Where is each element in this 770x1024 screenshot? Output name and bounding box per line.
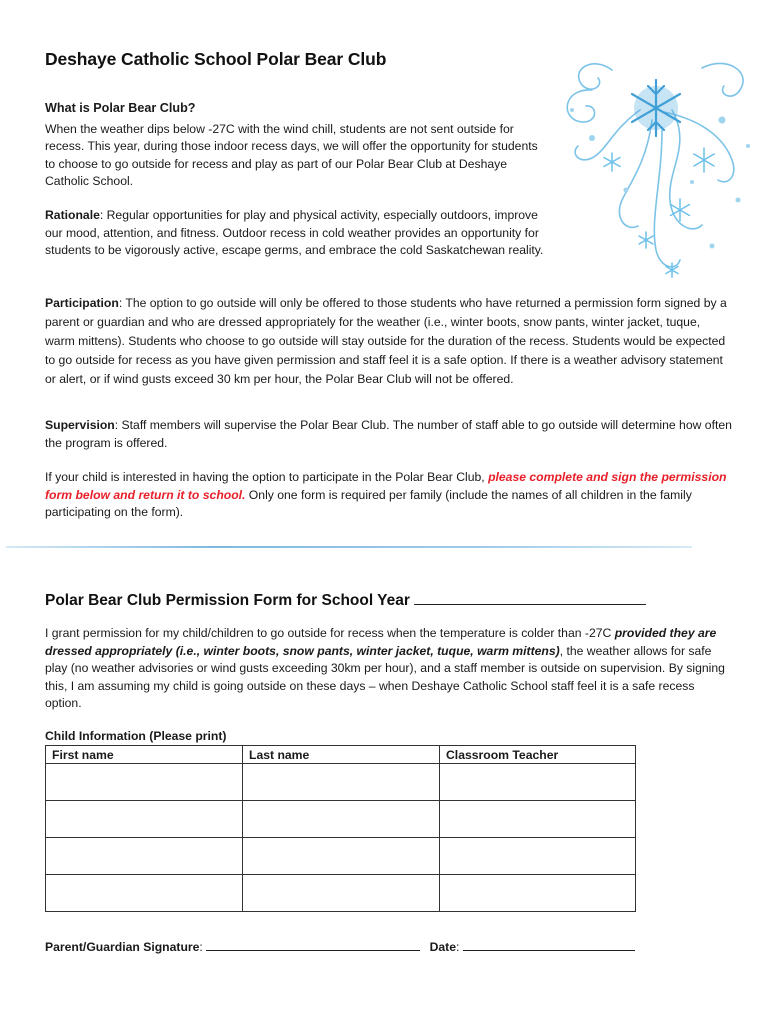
- classroom-teacher-cell[interactable]: [440, 801, 636, 838]
- rationale-body: : Regular opportunities for play and physical activity, especially outdoors, improve our mood, attention, and fitness. Outdoor recess in cold weather provides an opportunity for students to be vigorously active, escape germs, and embrace the cold Saskatchewan reality.: [45, 208, 544, 257]
- classroom-teacher-cell[interactable]: [440, 764, 636, 801]
- intro-section: [45, 100, 550, 191]
- supervision-section: [45, 417, 733, 452]
- last-name-cell[interactable]: [243, 838, 440, 875]
- first-name-cell[interactable]: [46, 801, 243, 838]
- form-title-text: Polar Bear Club Permission Form for School Year: [45, 592, 410, 609]
- page-title: Deshaye Catholic School Polar Bear Club: [45, 49, 387, 69]
- date-colon: :: [456, 940, 463, 954]
- last-name-cell[interactable]: [243, 875, 440, 912]
- grant-after: , the weather allows for safe play (no weather advisories or wind gusts exceeding 30km per hour), and a staff member is outside on supervision. By signing this, I am assuming my child is going outside on these days – when Deshaye Catholic School staff feel it is a safe recess option.: [45, 643, 725, 710]
- interest-after: Only one form is required per family (include the names of all children in the family participating on the form).: [45, 487, 692, 519]
- signature-row: [45, 940, 635, 954]
- form-title: [45, 592, 646, 610]
- intro-heading: What is Polar Bear Club?: [45, 101, 196, 115]
- supervision-body: : Staff members will supervise the Polar Bear Club. The number of staff able to go outside will determine how often the program is offered.: [45, 418, 732, 450]
- classroom-teacher-cell[interactable]: [440, 838, 636, 875]
- interest-emphasis: please complete and sign the permission form below and return it to school.: [45, 470, 727, 502]
- table-row: [46, 875, 636, 912]
- school-year-blank[interactable]: [414, 592, 646, 605]
- first-name-cell[interactable]: [46, 764, 243, 801]
- interest-section: [45, 469, 733, 522]
- table-row: [46, 838, 636, 875]
- interest-before: If your child is interested in having the option to participate in the Polar Bear Club,: [45, 470, 489, 484]
- section-divider: [6, 546, 692, 548]
- grant-emphasis: provided they are dressed appropriately (i.e., winter boots, snow pants, winter jacket, tuque, warm mittens): [45, 626, 717, 658]
- classroom-teacher-cell[interactable]: [440, 875, 636, 912]
- signature-colon: :: [199, 940, 207, 954]
- snowflake-swirl-icon: [552, 50, 760, 282]
- first-name-cell[interactable]: [46, 838, 243, 875]
- table-row: [46, 801, 636, 838]
- rationale-label: Rationale: [45, 208, 100, 222]
- date-label: Date: [429, 940, 457, 954]
- table-row: [46, 764, 636, 801]
- supervision-label: Supervision: [45, 418, 115, 432]
- column-header-last-name: Last name: [243, 746, 440, 764]
- signature-line[interactable]: [206, 940, 420, 951]
- grant-before: I grant permission for my child/children to go outside for recess when the temperature is colder than -27C: [45, 626, 615, 640]
- signature-label: Parent/Guardian Signature: [45, 940, 200, 954]
- child-info-table: [45, 745, 636, 912]
- participation-body: : The option to go outside will only be offered to those students who have returned a permission form signed by a parent or guardian and who are dressed appropriately for the weather (i.e., winter boots, snow pants, winter jacket, tuque, warm mittens). Students who choose to go outside will stay outside for the duration of the recess. Students would be expected to go outside for recess as you have given permission and staff feel it is a safe option. If there is a weather advisory statement or alert, or if wind gusts exceed 30 km per hour, the Polar Bear Club will not be offered.: [45, 296, 727, 386]
- child-info-label: Child Information (Please print): [45, 729, 227, 743]
- participation-label: Participation: [45, 296, 119, 310]
- grant-statement: [45, 625, 733, 713]
- last-name-cell[interactable]: [243, 801, 440, 838]
- first-name-cell[interactable]: [46, 875, 243, 912]
- last-name-cell[interactable]: [243, 764, 440, 801]
- column-header-classroom-teacher: Classroom Teacher: [440, 746, 636, 764]
- column-header-first-name: First name: [46, 746, 243, 764]
- participation-section: [45, 294, 733, 389]
- date-line[interactable]: [463, 940, 635, 951]
- rationale-section: [45, 207, 550, 260]
- table-header-row: [46, 746, 636, 764]
- intro-body: When the weather dips below -27C with the wind chill, students are not sent outside for recess. This year, during those indoor recess days, we will offer the opportunity for students to choose to go outside for recess and play as part of our Polar Bear Club at Deshaye Catholic School.: [45, 121, 538, 188]
